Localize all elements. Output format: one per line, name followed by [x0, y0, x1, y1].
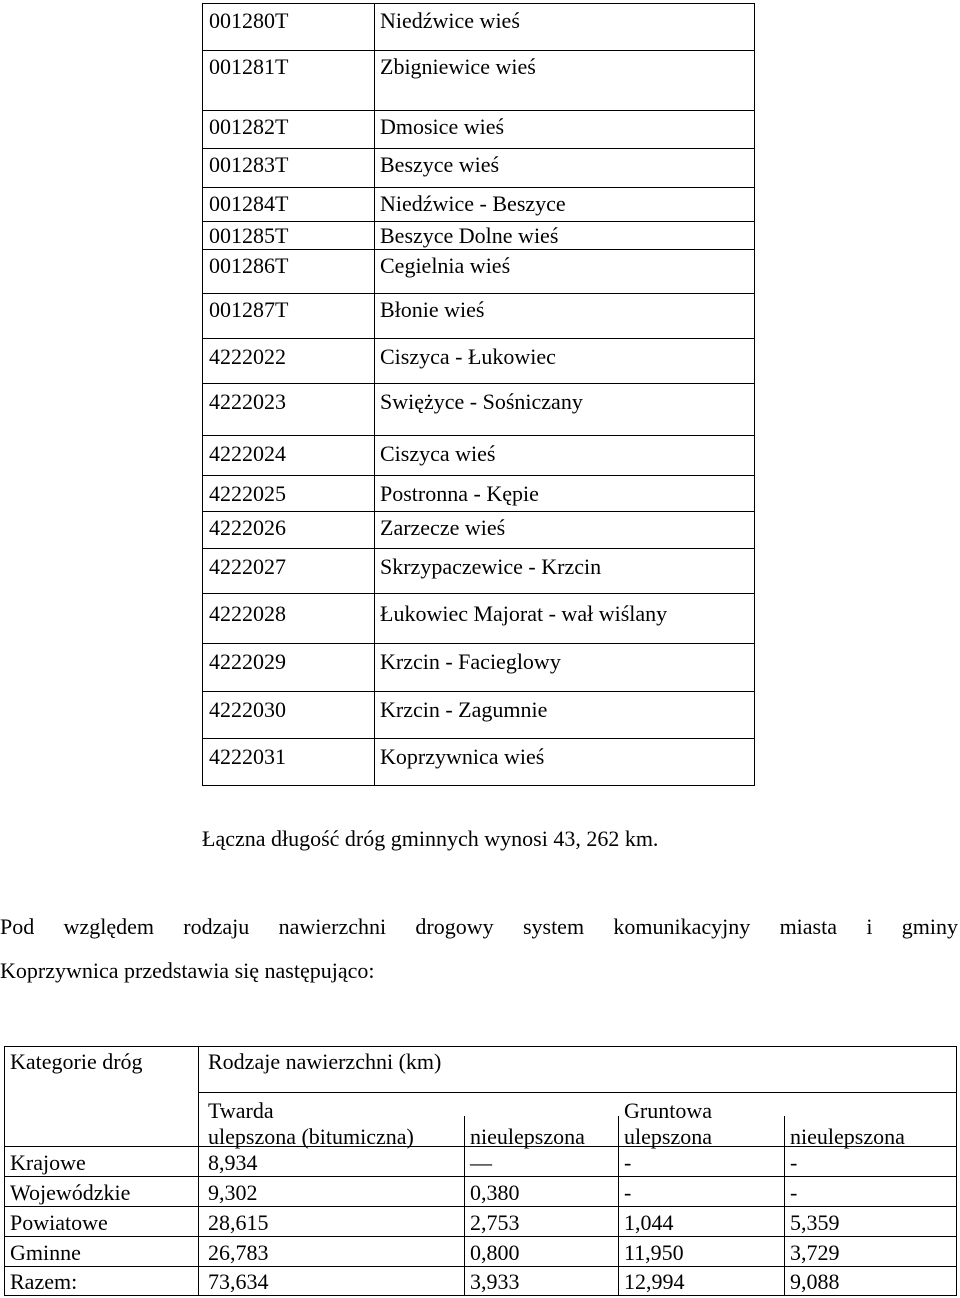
- column-separator: [374, 338, 375, 383]
- header-group-hard: Twarda: [208, 1098, 274, 1123]
- column-separator: [374, 148, 375, 187]
- row-value: 26,783: [208, 1240, 269, 1265]
- road-row: [202, 548, 755, 594]
- row-value: 8,934: [208, 1150, 258, 1175]
- road-row: [202, 3, 755, 51]
- road-row: [202, 691, 755, 739]
- paragraph-line-1: Pod względem rodzaju nawierzchni drogowy system komunikacyjny miasta i gminy: [0, 914, 958, 939]
- road-name: Postronna - Kępie: [380, 481, 539, 506]
- road-code: 001285T: [209, 223, 289, 248]
- column-separator: [374, 221, 375, 249]
- road-name: Zbigniewice wieś: [380, 54, 536, 79]
- table-grid-line: [4, 1206, 956, 1207]
- road-code: 4222024: [209, 441, 286, 466]
- row-value: 0,380: [470, 1180, 520, 1205]
- road-code: 001286T: [209, 253, 289, 278]
- table-grid-line: [464, 1116, 465, 1296]
- column-separator: [374, 249, 375, 293]
- table-grid-line: [198, 1092, 956, 1093]
- road-row: [202, 187, 755, 222]
- road-code: 4222026: [209, 515, 286, 540]
- road-name: Beszyce Dolne wieś: [380, 223, 559, 248]
- table-grid-line: [4, 1236, 956, 1237]
- road-code: 4222022: [209, 344, 286, 369]
- column-separator: [374, 110, 375, 148]
- table-grid-line: [4, 1046, 956, 1047]
- road-name: Niedźwice wieś: [380, 8, 520, 33]
- road-row: [202, 338, 755, 384]
- paragraph-line-2: Koprzywnica przedstawia się następująco:: [0, 958, 375, 983]
- row-category: Krajowe: [10, 1150, 86, 1175]
- row-value: 28,615: [208, 1210, 269, 1235]
- road-code: 001284T: [209, 191, 289, 216]
- road-name: Niedźwice - Beszyce: [380, 191, 566, 216]
- row-category: Powiatowe: [10, 1210, 108, 1235]
- column-separator: [374, 643, 375, 691]
- column-separator: [374, 383, 375, 435]
- row-category: Razem:: [10, 1269, 78, 1294]
- road-name: Łukowiec Majorat - wał wiślany: [380, 601, 668, 626]
- road-row: [202, 383, 755, 436]
- column-separator: [374, 50, 375, 110]
- road-code: 4222023: [209, 389, 286, 414]
- road-row: [202, 643, 755, 692]
- road-code: 001283T: [209, 152, 289, 177]
- road-name: Swiężyce - Sośniczany: [380, 389, 583, 414]
- road-name: Koprzywnica wieś: [380, 744, 545, 769]
- row-value: 11,950: [624, 1240, 684, 1265]
- column-separator: [374, 691, 375, 738]
- header-surface-types: Rodzaje nawierzchni (km): [208, 1049, 442, 1074]
- road-code: 001287T: [209, 297, 289, 322]
- row-value: -: [624, 1180, 632, 1205]
- road-row: [202, 475, 755, 512]
- row-value: 2,753: [470, 1210, 520, 1235]
- table-grid-line: [784, 1116, 785, 1296]
- road-row: [202, 511, 755, 549]
- road-code: 001280T: [209, 8, 289, 33]
- road-row: [202, 110, 755, 149]
- table-grid-line: [4, 1266, 956, 1267]
- row-value: 12,994: [624, 1269, 685, 1294]
- road-name: Błonie wieś: [380, 297, 485, 322]
- column-separator: [374, 475, 375, 511]
- table-grid-line: [618, 1116, 619, 1296]
- column-separator: [374, 548, 375, 593]
- row-value: 0,800: [470, 1240, 520, 1265]
- road-code: 4222025: [209, 481, 286, 506]
- road-name: Krzcin - Facieglowy: [380, 649, 561, 674]
- road-name: Cegielnia wieś: [380, 253, 511, 278]
- table-grid-line: [4, 1295, 956, 1296]
- road-row: [202, 50, 755, 111]
- road-row: [202, 593, 755, 644]
- road-code: 001282T: [209, 114, 289, 139]
- sub-header: nieulepszona: [470, 1124, 585, 1149]
- row-value: 9,302: [208, 1180, 258, 1205]
- road-row: [202, 221, 755, 250]
- road-row: [202, 148, 755, 188]
- table-grid-line: [198, 1046, 199, 1296]
- column-separator: [374, 593, 375, 643]
- column-separator: [374, 293, 375, 338]
- row-value: 5,359: [790, 1210, 840, 1235]
- row-value: -: [624, 1150, 632, 1175]
- road-row: [202, 249, 755, 294]
- sub-header: ulepszona (bitumiczna): [208, 1124, 414, 1149]
- road-row: [202, 293, 755, 339]
- road-row: [202, 435, 755, 476]
- road-name: Krzcin - Zagumnie: [380, 697, 548, 722]
- road-code: 4222027: [209, 554, 286, 579]
- road-code: 4222028: [209, 601, 286, 626]
- road-name: Dmosice wieś: [380, 114, 505, 139]
- column-separator: [374, 187, 375, 221]
- column-separator: [374, 435, 375, 475]
- road-name: Zarzecze wieś: [380, 515, 506, 540]
- row-value: -: [790, 1180, 798, 1205]
- table-grid-line: [956, 1046, 957, 1296]
- road-name: Skrzypaczewice - Krzcin: [380, 554, 602, 579]
- column-separator: [374, 511, 375, 548]
- row-value: 9,088: [790, 1269, 840, 1294]
- table-grid-line: [4, 1046, 5, 1296]
- row-category: Gminne: [10, 1240, 81, 1265]
- row-value: -: [790, 1150, 798, 1175]
- row-value: 1,044: [624, 1210, 674, 1235]
- sub-header: nieulepszona: [790, 1124, 905, 1149]
- surface-types-table: [4, 1046, 958, 1296]
- sub-header: ulepszona: [624, 1124, 712, 1149]
- header-category: Kategorie dróg: [10, 1049, 143, 1074]
- column-separator: [374, 738, 375, 785]
- row-value: 73,634: [208, 1269, 269, 1294]
- column-separator: [374, 4, 375, 50]
- road-code: 4222031: [209, 744, 286, 769]
- road-code: 001281T: [209, 54, 289, 79]
- table-grid-line: [4, 1176, 956, 1177]
- row-value: —: [470, 1150, 492, 1175]
- road-name: Ciszyca - Łukowiec: [380, 344, 556, 369]
- road-row: [202, 738, 755, 786]
- road-name: Ciszyca wieś: [380, 441, 496, 466]
- road-name: Beszyce wieś: [380, 152, 500, 177]
- header-group-dirt: Gruntowa: [624, 1098, 712, 1123]
- row-category: Wojewódzkie: [10, 1180, 131, 1205]
- row-value: 3,729: [790, 1240, 840, 1265]
- total-length-summary: Łączna długość dróg gminnych wynosi 43, 262 km.: [202, 826, 659, 851]
- road-code: 4222029: [209, 649, 286, 674]
- road-code: 4222030: [209, 697, 286, 722]
- row-value: 3,933: [470, 1269, 520, 1294]
